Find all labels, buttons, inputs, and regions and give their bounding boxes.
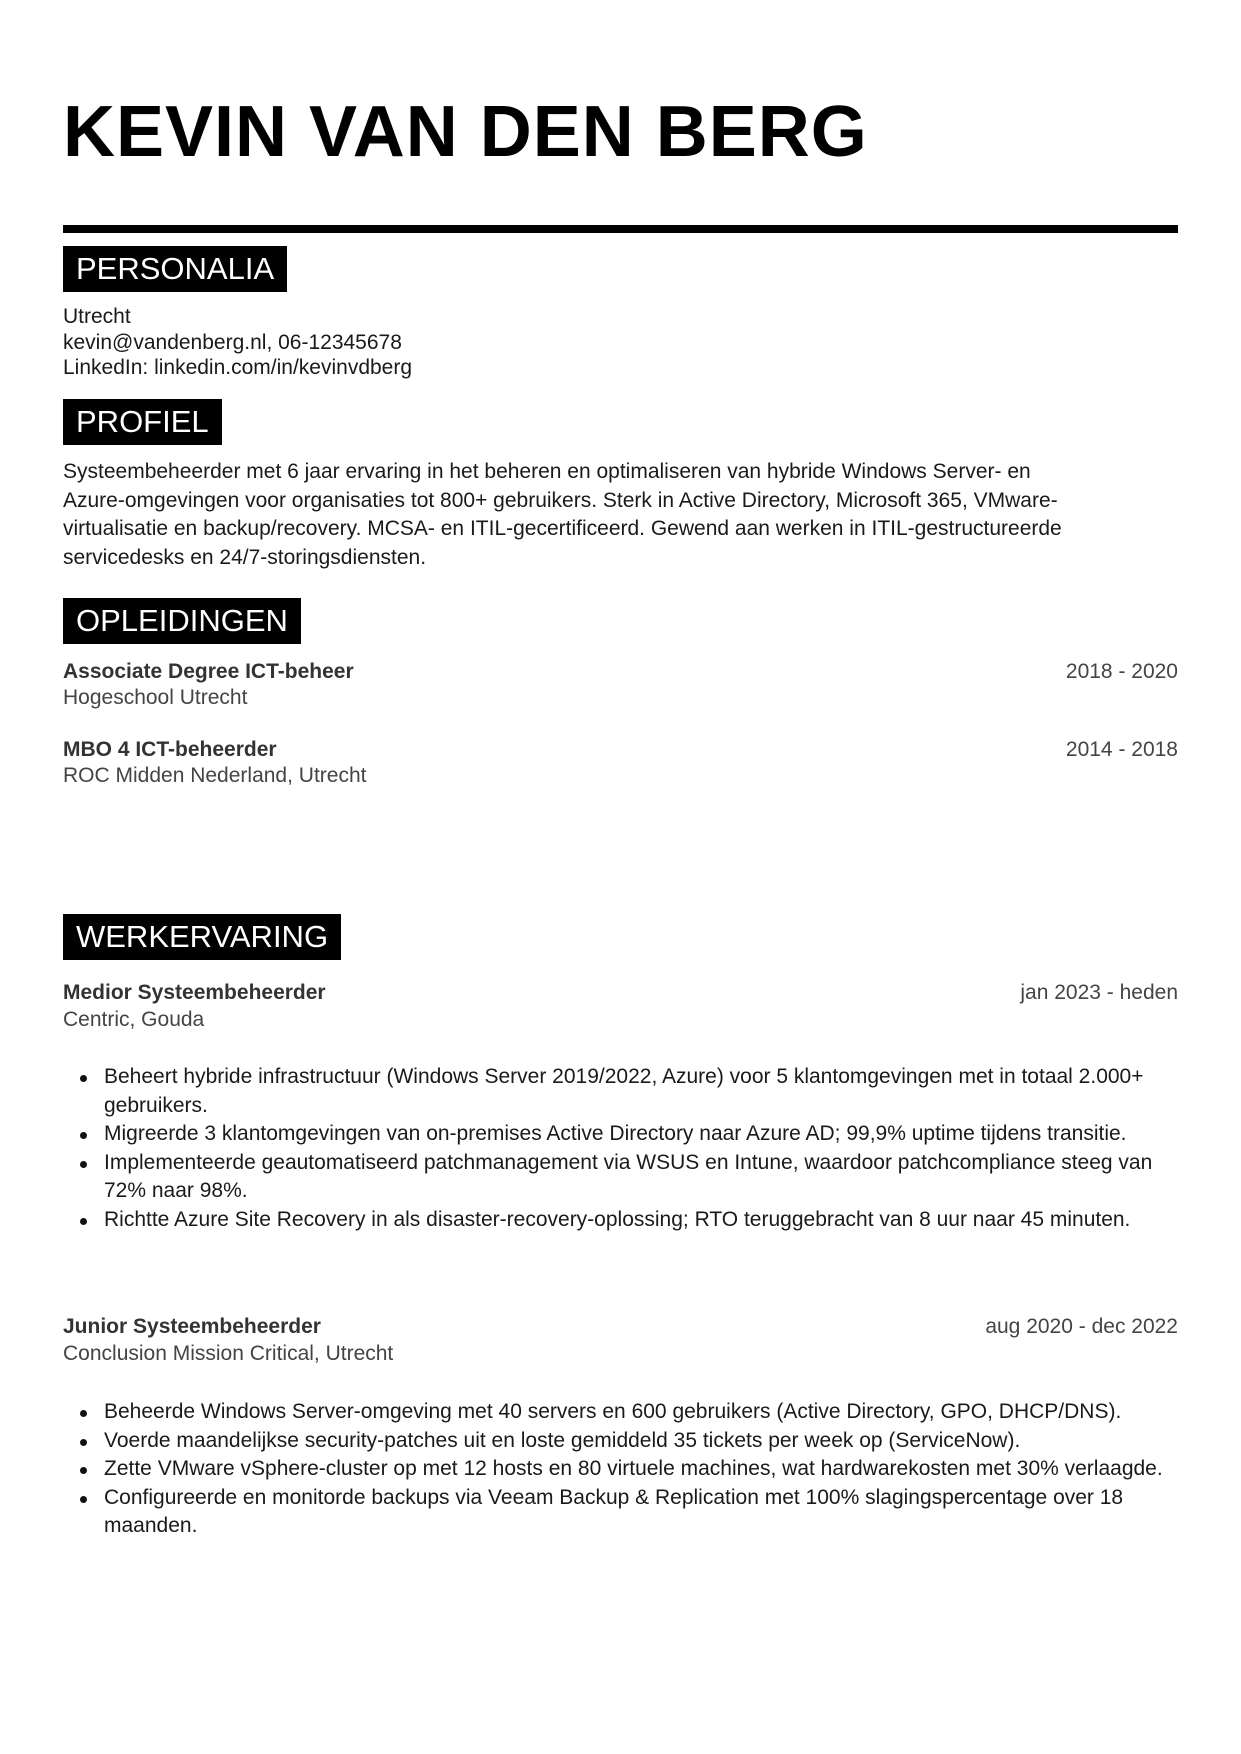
section-heading-profiel: PROFIEL <box>63 399 222 445</box>
job-dates: aug 2020 - dec 2022 <box>985 1315 1178 1338</box>
education-title: MBO 4 ICT-beheerder <box>63 738 277 761</box>
section-heading-werkervaring: WERKERVARING <box>63 914 341 960</box>
education-institution: ROC Midden Nederland, Utrecht <box>63 764 367 787</box>
job-title: Medior Systeembeheerder <box>63 981 326 1004</box>
personal-contact: kevin@vandenberg.nl, 06-12345678 <box>63 331 402 354</box>
personal-linkedin: LinkedIn: linkedin.com/in/kevinvdberg <box>63 356 413 379</box>
section-heading-personalia: PERSONALIA <box>63 246 287 292</box>
job-bullet: Configureerde en monitorde backups via Veeam Backup & Replication met 100% slagingspercentage over 18 maanden. <box>63 1484 1173 1541</box>
job-company: Centric, Gouda <box>63 1008 205 1031</box>
job-bullet-list <box>63 1063 1173 1234</box>
education-dates: 2018 - 2020 <box>1065 660 1178 683</box>
job-dates: jan 2023 - heden <box>1020 981 1178 1004</box>
education-institution: Hogeschool Utrecht <box>63 686 248 709</box>
profile-summary: Systeembeheerder met 6 jaar ervaring in het beheren en optimaliseren van hybride Windows Server- en Azure-omgevingen voor organisaties tot 800+ gebruikers. Sterk in Active Directory, Microsoft 365, VMware-virtualisatie en backup/recovery. MCSA- en ITIL-gecertificeerd. Gewend aan werken in ITIL-gestructureerde servicedesks en 24/7-storingsdiensten. <box>63 460 1062 569</box>
job-bullet: Zette VMware vSphere-cluster op met 12 hosts en 80 virtuele machines, wat hardwarekosten met 30% verlaagde. <box>63 1455 1173 1484</box>
job-bullet: Migreerde 3 klantomgevingen van on-premises Active Directory naar Azure AD; 99,9% uptime tijdens transitie. <box>63 1120 1173 1149</box>
header-divider <box>63 225 1178 233</box>
job-bullet: Implementeerde geautomatiseerd patchmanagement via WSUS en Intune, waardoor patchcompliance steeg van 72% naar 98%. <box>63 1149 1173 1206</box>
candidate-name: KEVIN VAN DEN BERG <box>63 92 868 172</box>
job-bullet: Beheerde Windows Server-omgeving met 40 servers en 600 gebruikers (Active Directory, GPO, DHCP/DNS). <box>63 1398 1173 1427</box>
job-bullet: Richtte Azure Site Recovery in als disaster-recovery-oplossing; RTO teruggebracht van 8 uur naar 45 minuten. <box>63 1206 1173 1235</box>
education-dates: 2014 - 2018 <box>1065 738 1178 761</box>
section-heading-opleidingen: OPLEIDINGEN <box>63 598 301 644</box>
job-bullet: Beheert hybride infrastructuur (Windows Server 2019/2022, Azure) voor 5 klantomgevingen met in totaal 2.000+ gebruikers. <box>63 1063 1173 1120</box>
job-title: Junior Systeembeheerder <box>63 1315 321 1338</box>
job-bullet: Voerde maandelijkse security-patches uit en loste gemiddeld 35 tickets per week op (ServiceNow). <box>63 1427 1173 1456</box>
personal-location: Utrecht <box>63 305 131 328</box>
job-bullet-list <box>63 1398 1173 1541</box>
job-company: Conclusion Mission Critical, Utrecht <box>63 1342 394 1365</box>
education-title: Associate Degree ICT-beheer <box>63 660 354 683</box>
